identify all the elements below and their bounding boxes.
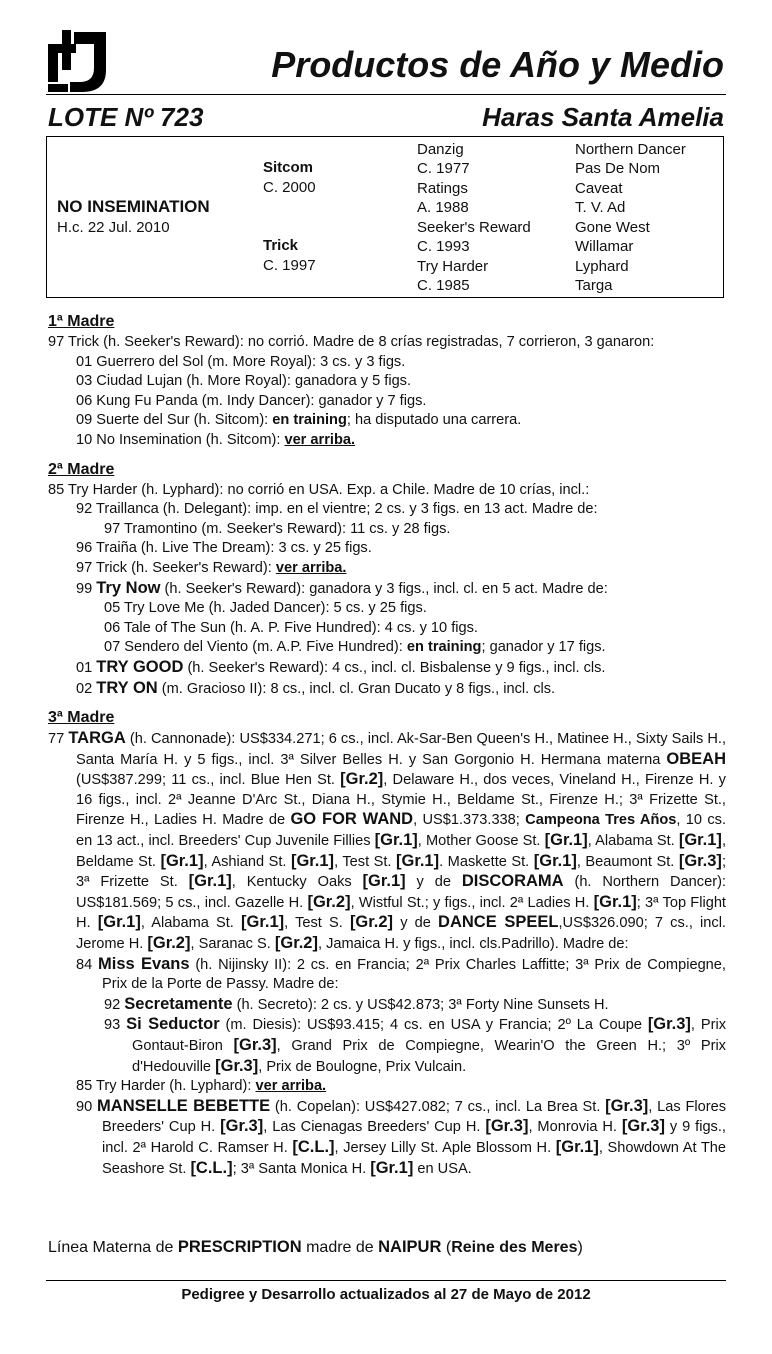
section-second-dam: 2ª Madre <box>48 460 115 478</box>
stud-farm-name: Haras Santa Amelia <box>482 102 724 132</box>
great-grandparent: Targa <box>575 277 613 294</box>
header-divider <box>46 94 726 95</box>
section-third-dam: 3ª Madre <box>48 709 115 727</box>
grandsire-2: Seeker's Reward <box>417 219 531 236</box>
great-grandparent: T. V. Ad <box>575 199 626 216</box>
sire-name: Sitcom <box>263 159 314 176</box>
list-item: 06 Tale of The Sun (h. A. P. Five Hundred): 4 cs. y 10 figs. <box>104 619 478 636</box>
grandsire-2-year: C. 1993 <box>417 238 470 255</box>
great-grandparent: Willamar <box>575 238 634 255</box>
list-item: 92 Traillanca (h. Delegant): imp. en el vientre; 2 cs. y 3 figs. en 13 act. Madre de: <box>76 501 598 518</box>
granddam-1-year: A. 1988 <box>417 199 469 216</box>
dam-name: Trick <box>263 237 299 254</box>
grandsire-1-year: C. 1977 <box>417 160 470 177</box>
dam-year: C. 1997 <box>263 257 316 274</box>
list-item: 02 TRY ON (m. Gracioso II): 8 cs., incl. cl. Gran Ducato y 8 figs., incl. cls. <box>76 678 556 697</box>
list-item: 03 Ciudad Lujan (h. More Royal): ganadora y 5 figs. <box>76 373 412 390</box>
second-dam-intro: 85 Try Harder (h. Lyphard): no corrió en USA. Exp. a Chile. Madre de 10 crías, incl.: <box>48 481 590 498</box>
list-item: 90 MANSELLE BEBETTE (h. Copelan): US$427.082; 7 cs., incl. La Brea St. [Gr.3], Las Flores Breeders' Cup H. [Gr.3], Las Cienagas Breeders' Cup H. [Gr.3], Monrovia H. [Gr.3] y 9 figs., incl. 2ª Harold C. Ramser H. [C.L.], Jersey Lilly St. Aple Blossom H. [Gr.1], Showdown At The Seashore St. [C.L.]; 3ª Santa Monica H. [Gr.1] en USA. <box>76 1096 726 1177</box>
lot-number: LOTE Nº 723 <box>48 102 204 132</box>
stud-book-logo-icon <box>48 30 108 94</box>
grandsire-1: Danzig <box>417 141 464 158</box>
granddam-1: Ratings <box>417 180 468 197</box>
list-item: 01 TRY GOOD (h. Seeker's Reward): 4 cs., incl. cl. Bisbalense y 9 figs., incl. cls. <box>76 657 606 676</box>
great-grandparent: Lyphard <box>575 258 629 275</box>
granddam-2-year: C. 1985 <box>417 277 470 294</box>
great-grandparent: Northern Dancer <box>575 141 686 158</box>
maternal-line-note: Línea Materna de PRESCRIPTION madre de NAIPUR (Reine des Meres) <box>48 1238 583 1256</box>
horse-info: H.c. 22 Jul. 2010 <box>57 219 170 236</box>
sire-year: C. 2000 <box>263 179 316 196</box>
list-item: 97 Trick (h. Seeker's Reward): ver arriba. <box>76 559 347 576</box>
granddam-2: Try Harder <box>417 258 489 275</box>
list-item: 05 Try Love Me (h. Jaded Dancer): 5 cs. y 25 figs. <box>104 600 427 617</box>
pedigree-table <box>46 136 724 298</box>
footer-note: Pedigree y Desarrollo actualizados al 27 de Mayo de 2012 <box>181 1286 591 1303</box>
list-item: 99 Try Now (h. Seeker's Reward): ganadora y 3 figs., incl. cl. en 5 act. Madre de: <box>76 578 608 597</box>
list-item: 85 Try Harder (h. Lyphard): ver arriba. <box>76 1078 327 1095</box>
list-item: 10 No Insemination (h. Sitcom): ver arriba. <box>76 431 356 448</box>
maternal-lines <box>48 306 726 1179</box>
list-item: 84 Miss Evans (h. Nijinsky II): 2 cs. en Francia; 2ª Prix Charles Laffitte; 3ª Prix de Compiegne, Prix de la Porte de Passy. Madre de: <box>76 954 726 993</box>
great-grandparent: Caveat <box>575 180 623 197</box>
list-item: 06 Kung Fu Panda (m. Indy Dancer): ganador y 7 figs. <box>76 392 427 409</box>
great-grandparent: Pas De Nom <box>575 160 661 177</box>
list-item: 01 Guerrero del Sol (m. More Royal): 3 cs. y 3 figs. <box>76 353 406 370</box>
list-item: 07 Sendero del Viento (m. A.P. Five Hundred): en training; ganador y 17 figs. <box>104 639 606 656</box>
list-item: 96 Traiña (h. Live The Dream): 3 cs. y 25 figs. <box>76 540 372 557</box>
list-item: 97 Tramontino (m. Seeker's Reward): 11 cs. y 28 figs. <box>104 520 451 537</box>
first-dam-intro: 97 Trick (h. Seeker's Reward): no corrió. Madre de 8 crías registradas, 7 corrieron, 3 ganaron: <box>48 334 655 350</box>
footer-divider <box>46 1280 726 1281</box>
third-dam-entry: 77 TARGA (h. Cannonade): US$334.271; 6 cs., incl. Ak-Sar-Ben Queen's H., Matinee H., Sixty Sails H., Santa María H. y 5 figs., incl. 3ª Silver Belles H. y San Gorgonio H. Hermana materna OBEAH (US$387.299; 11 cs., incl. Blue Hen St. [Gr.2], Delaware H., dos veces, Vineland H., Firenze H. y 16 figs., incl. 2ª Jeanne D'Arc St., Diana H., Stymie H., Beldame St., Firenze H.; 3ª Frizette St., Firenze H., Ladies H. Madre de GO FOR WAND, US$1.373.338; Campeona Tres Años, 10 cs. en 13 act., incl. Breeders' Cup Juvenile Fillies [Gr.1], Mother Goose St. [Gr.1], Alabama St. [Gr.1], Beldame St. [Gr.1], Ashiand St. [Gr.1], Test St. [Gr.1]. Maskette St. [Gr.1], Beaumont St. [Gr.3]; 3ª Frizette St. [Gr.1], Kentucky Oaks [Gr.1] y de DISCORAMA (h. Northern Dancer): US$181.569; 5 cs., incl. Gazelle H. [Gr.2], Wistful St.; y figs., incl. 2ª Ladies H. [Gr.1]; 3ª Top Flight H. [Gr.1], Alabama St. [Gr.1], Test S. [Gr.2] y de DANCE SPEEL,US$326.090; 7 cs., incl. Jerome H. [Gr.2], Saranac S. [Gr.2], Jamaica H. y figs., incl. cls.Padrillo). Madre de: <box>48 729 726 953</box>
section-first-dam: 1ª Madre <box>48 313 115 330</box>
horse-name: NO INSEMINATION <box>57 197 210 216</box>
page-title: Productos de Año y Medio <box>271 44 724 85</box>
list-item: 09 Suerte del Sur (h. Sitcom): en training; ha disputado una carrera. <box>76 412 522 429</box>
list-item: 93 Si Seductor (m. Diesis): US$93.415; 4 cs. en USA y Francia; 2º La Coupe [Gr.3], Prix Gontaut-Biron [Gr.3], Grand Prix de Compiegne, Wearin'O the Green H.; 3º Prix d'Hedouville [Gr.3], Prix de Boulogne, Prix Vulcain. <box>104 1015 726 1075</box>
list-item: 92 Secretamente (h. Secreto): 2 cs. y US$42.873; 3ª Forty Nine Sunsets H. <box>104 994 609 1013</box>
great-grandparent: Gone West <box>575 219 650 236</box>
